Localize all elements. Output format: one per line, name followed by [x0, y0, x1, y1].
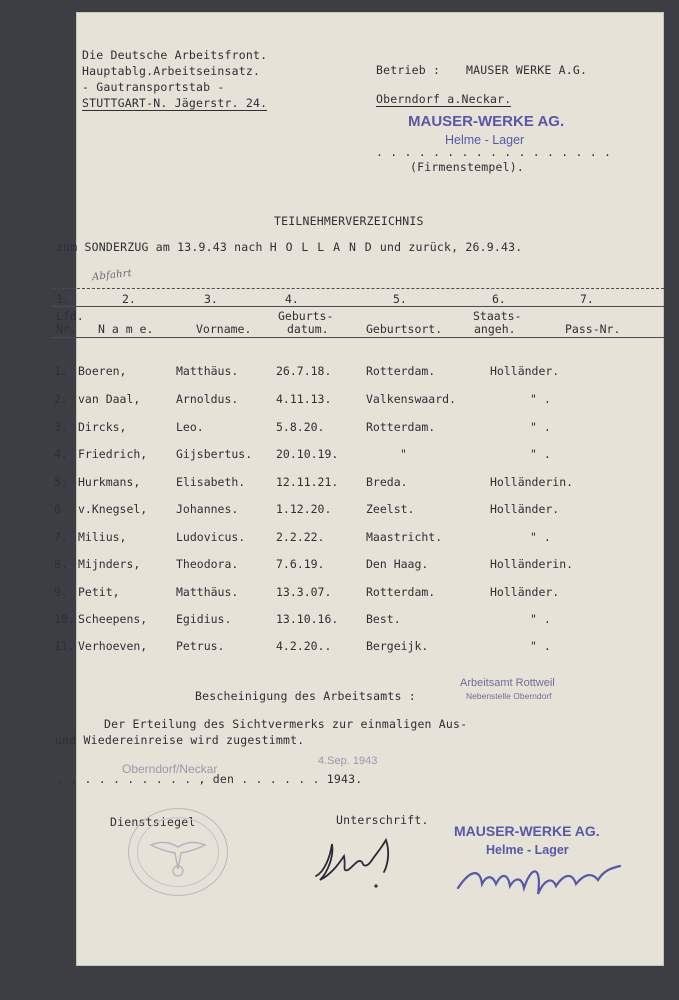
betrieb-value: MAUSER WERKE A.G. — [466, 63, 588, 77]
certification-date-line: . . . . . . . . . . , den . . . . . . 1943. — [56, 772, 363, 786]
row-name: Petit, — [78, 585, 120, 599]
footer-stamp-line-1: MAUSER-WERKE AG. — [454, 823, 600, 839]
row-geburtsdatum: 1.12.20. — [276, 502, 332, 516]
row-nr: 11. — [54, 639, 75, 653]
row-nr: 9. — [54, 585, 68, 599]
row-geburtsort: Den Haag. — [366, 557, 429, 571]
row-name: Dircks, — [78, 420, 127, 434]
company-stamp-line-1: MAUSER-WERKE AG. — [408, 113, 565, 130]
row-name: Boeren, — [78, 364, 127, 378]
header-nr: Nr. — [56, 322, 77, 336]
header-staats-1: Staats- — [473, 309, 522, 323]
row-staatsangehoerigkeit: " . — [530, 639, 551, 653]
row-vorname: Petrus. — [176, 639, 225, 653]
row-geburtsdatum: 20.10.19. — [276, 447, 339, 461]
row-nr: 1. — [54, 364, 68, 378]
row-vorname: Gijsbertus. — [176, 447, 253, 461]
place-stamp: Oberndorf/Neckar — [122, 762, 218, 776]
date-stamp: 4.Sep. 1943 — [318, 755, 378, 767]
sender-line-1: Die Deutsche Arbeitsfront. — [82, 48, 268, 62]
row-geburtsdatum: 13.10.16. — [276, 612, 339, 626]
row-name: van Daal, — [78, 392, 141, 406]
table-header-rule — [52, 337, 664, 338]
stamp-signature-icon — [452, 856, 627, 902]
row-staatsangehoerigkeit: Holländerin. — [490, 475, 574, 489]
row-name: Verhoeven, — [78, 639, 148, 653]
row-nr: 10. — [54, 612, 75, 626]
column-number: 3. — [204, 292, 218, 306]
header-geburtsdatum-2: datum. — [287, 322, 329, 336]
arbeitsamt-stamp-line-1: Arbeitsamt Rottweil — [460, 677, 555, 689]
certification-heading: Bescheinigung des Arbeitsamts : — [195, 689, 416, 703]
sender-line-2: Hauptablg.Arbeitseinsatz. — [82, 64, 261, 78]
header-name: N a m e. — [98, 322, 154, 336]
company-stamp-dots: . . . . . . . . . . . . . . . . . — [376, 145, 612, 159]
company-location: Oberndorf a.Neckar. — [376, 92, 512, 106]
header-vorname: Vorname. — [196, 322, 252, 336]
dienstsiegel-seal — [128, 808, 228, 896]
dienstsiegel-label: Dienstsiegel — [110, 815, 196, 829]
column-number: 2. — [122, 292, 136, 306]
row-nr: 5. — [54, 475, 68, 489]
row-geburtsort: Best. — [366, 612, 401, 626]
subtitle — [56, 240, 522, 254]
subtitle-prefix: zum SONDERZUG am 13.9.43 nach — [56, 240, 263, 254]
row-nr: 6. — [54, 502, 68, 516]
header-geburtsort: Geburtsort. — [366, 322, 443, 336]
sender-line-4: STUTTGART-N. Jägerstr. 24. — [82, 96, 268, 110]
row-nr: 3. — [54, 420, 68, 434]
row-staatsangehoerigkeit: " . — [530, 447, 551, 461]
column-number: 6. — [492, 292, 506, 306]
row-name: Friedrich, — [78, 447, 148, 461]
header-pass: Pass-Nr. — [565, 322, 621, 336]
company-stamp-line-2: Helme - Lager — [445, 133, 525, 147]
column-number: 7. — [580, 292, 594, 306]
row-staatsangehoerigkeit: " . — [530, 420, 551, 434]
row-vorname: Ludovicus. — [176, 530, 246, 544]
document-title: TEILNEHMERVERZEICHNIS — [274, 214, 424, 228]
certification-text-line-1: Der Erteilung des Sichtvermerks zur einmaligen Aus- — [104, 717, 468, 731]
row-nr: 2. — [54, 392, 68, 406]
row-vorname: Leo. — [176, 420, 204, 434]
row-geburtsdatum: 4.2.20.. — [276, 639, 332, 653]
row-staatsangehoerigkeit: Holländer. — [490, 502, 560, 516]
row-geburtsdatum: 12.11.21. — [276, 475, 339, 489]
subtitle-suffix: und zurück, 26.9.43. — [379, 240, 523, 254]
row-name: Scheepens, — [78, 612, 148, 626]
row-staatsangehoerigkeit: " . — [530, 392, 551, 406]
table-top-dashed-rule — [52, 288, 664, 289]
row-geburtsdatum: 4.11.13. — [276, 392, 332, 406]
row-vorname: Arnoldus. — [176, 392, 239, 406]
sender-line-3: - Gautransportstab - — [82, 80, 225, 94]
row-geburtsort: Rotterdam. — [366, 364, 436, 378]
row-name: Mijnders, — [78, 557, 141, 571]
row-geburtsort: Maastricht. — [366, 530, 443, 544]
betrieb-label: Betrieb : — [376, 63, 441, 77]
signature-icon — [310, 832, 405, 892]
certification-text-line-2: und Wiedereinreise wird zugestimmt. — [55, 733, 305, 747]
row-geburtsort: Rotterdam. — [366, 585, 436, 599]
row-nr: 7. — [54, 530, 68, 544]
header-geburtsdatum-1: Geburts- — [278, 309, 334, 323]
row-vorname: Theodora. — [176, 557, 239, 571]
row-geburtsdatum: 13.3.07. — [276, 585, 332, 599]
eagle-emblem-icon — [129, 809, 227, 895]
row-geburtsdatum: 2.2.22. — [276, 530, 325, 544]
header-lfd: Lfd. — [56, 309, 84, 323]
row-vorname: Johannes. — [176, 502, 239, 516]
row-geburtsdatum: 26.7.18. — [276, 364, 332, 378]
row-nr: 8. — [54, 557, 68, 571]
row-vorname: Matthäus. — [176, 364, 239, 378]
row-geburtsort: Breda. — [366, 475, 408, 489]
row-geburtsort: " — [400, 447, 407, 461]
row-geburtsdatum: 7.6.19. — [276, 557, 325, 571]
subtitle-destination: H O L L A N D — [269, 240, 373, 254]
pencil-scribble: Abfahrt — [91, 267, 133, 284]
row-name: Hurkmans, — [78, 475, 141, 489]
row-vorname: Matthäus. — [176, 585, 239, 599]
row-geburtsort: Bergeijk. — [366, 639, 429, 653]
row-staatsangehoerigkeit: " . — [530, 530, 551, 544]
row-staatsangehoerigkeit: Holländerin. — [490, 557, 574, 571]
column-number: 5. — [393, 292, 407, 306]
column-number: 1. — [56, 292, 70, 306]
row-geburtsdatum: 5.8.20. — [276, 420, 325, 434]
row-staatsangehoerigkeit: Holländer. — [490, 364, 560, 378]
row-nr: 4. — [54, 447, 68, 461]
row-vorname: Elisabeth. — [176, 475, 246, 489]
row-geburtsort: Zeelst. — [366, 502, 415, 516]
company-stamp-caption: (Firmenstempel). — [410, 160, 524, 174]
row-staatsangehoerigkeit: " . — [530, 612, 551, 626]
header-staats-2: angeh. — [474, 322, 516, 336]
table-number-rule — [52, 306, 664, 307]
row-geburtsort: Valkenswaard. — [366, 392, 457, 406]
row-geburtsort: Rotterdam. — [366, 420, 436, 434]
row-name: Milius, — [78, 530, 127, 544]
row-name: v.Knegsel, — [78, 502, 148, 516]
unterschrift-label: Unterschrift. — [336, 813, 429, 827]
row-vorname: Egidius. — [176, 612, 232, 626]
arbeitsamt-stamp-line-2: Nebenstelle Oberndorf — [466, 691, 552, 701]
column-number: 4. — [285, 292, 299, 306]
row-staatsangehoerigkeit: Holländer. — [490, 585, 560, 599]
footer-stamp-line-2: Helme - Lager — [486, 843, 569, 857]
